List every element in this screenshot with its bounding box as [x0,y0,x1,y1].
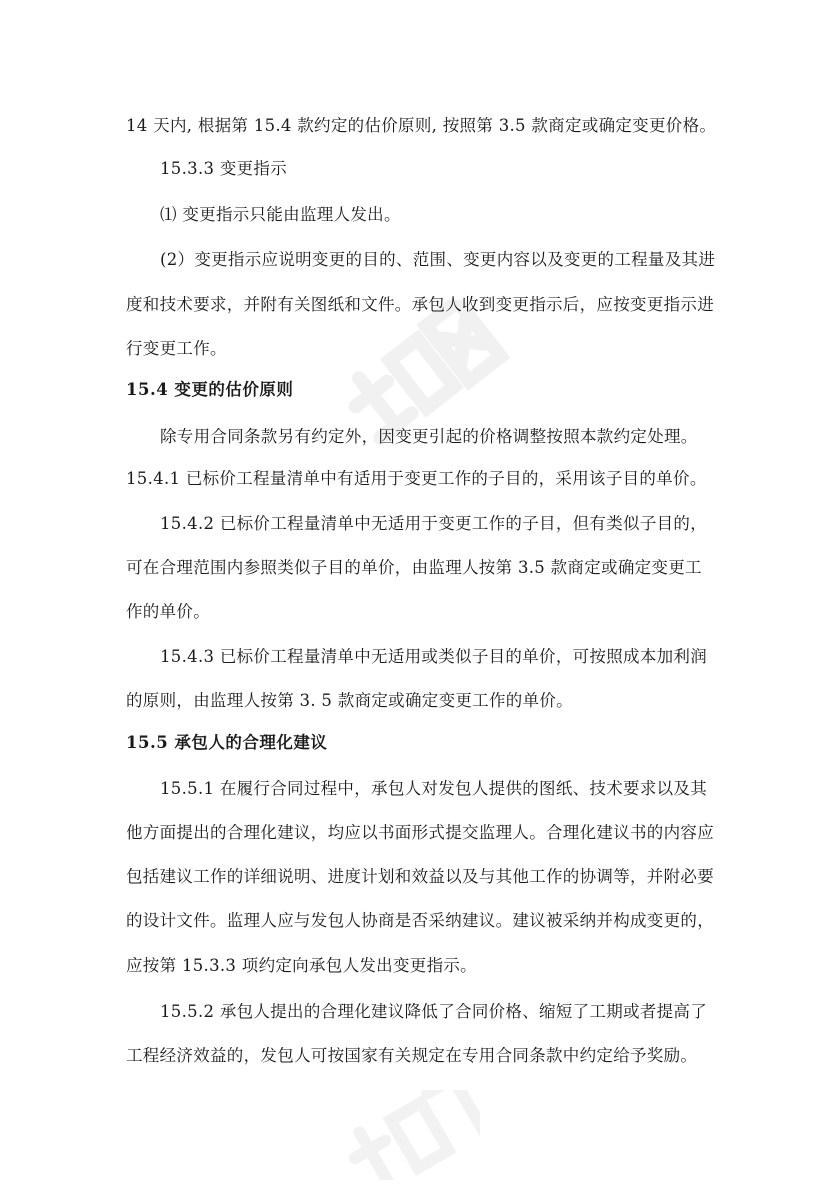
paragraph-line: 作的单价。 [126,602,210,621]
paragraph-line: 工程经济效益的，发包人可按国家有关规定在专用合同条款中约定给予奖励。 [126,1046,698,1065]
paragraph-line: 他方面提出的合理化建议，均应以书面形式提交监理人。合理化建议书的内容应 [126,823,714,842]
paragraph-line: 包括建议工作的详细说明、进度计划和效益以及与其他工作的协调等，并附必要 [126,867,714,886]
paragraph-line: 14 天内, 根据第 15.4 款约定的估价原则, 按照第 3.5 款商定或确定变更价格。 [126,116,717,135]
section-heading-15-4: 15.4 变更的估价原则 [126,380,294,399]
paragraph-line: 度和技术要求，并附有关图纸和文件。承包人收到变更指示后，应按变更指示进 [126,295,714,314]
clause-15-4-1: 15.4.1 已标价工程量清单中有适用于变更工作的子目的，采用该子目的单价。 [126,469,707,488]
paragraph-line: 的设计文件。监理人应与发包人协商是否采纳建议。建议被采纳并构成变更的， [126,911,714,930]
list-item-2: (2）变更指示应说明变更的目的、范围、变更内容以及变更的工程量及其进 [160,250,716,269]
paragraph-line: 的原则，由监理人按第 3. 5 款商定或确定变更工作的单价。 [126,691,573,710]
paragraph-line: 除专用合同条款另有约定外，因变更引起的价格调整按照本款约定处理。 [160,427,698,446]
paragraph-line: 行变更工作。 [126,339,227,358]
list-item-1: ⑴ 变更指示只能由监理人发出。 [160,205,401,224]
watermark-logo-bottom [330,1090,480,1180]
clause-15-5-2: 15.5.2 承包人提出的合理化建议降低了合同价格、缩短了工期或者提高了 [160,1002,708,1021]
paragraph-line: 可在合理范围内参照类似子目的单价，由监理人按第 3.5 款商定或确定变更工 [126,558,702,577]
clause-15-4-3: 15.4.3 已标价工程量清单中无适用或类似子目的单价，可按照成本加利润 [160,647,708,666]
clause-15-5-1: 15.5.1 在履行合同过程中，承包人对发包人提供的图纸、技术要求以及其 [160,779,708,798]
section-heading-15-5: 15.5 承包人的合理化建议 [126,733,328,752]
clause-15-4-2: 15.4.2 已标价工程量清单中无适用于变更工作的子目，但有类似子目的， [160,514,708,533]
clause-heading-15-3-3: 15.3.3 变更指示 [160,159,288,178]
paragraph-line: 应按第 15.3.3 项约定向承包人发出变更指示。 [126,956,477,975]
